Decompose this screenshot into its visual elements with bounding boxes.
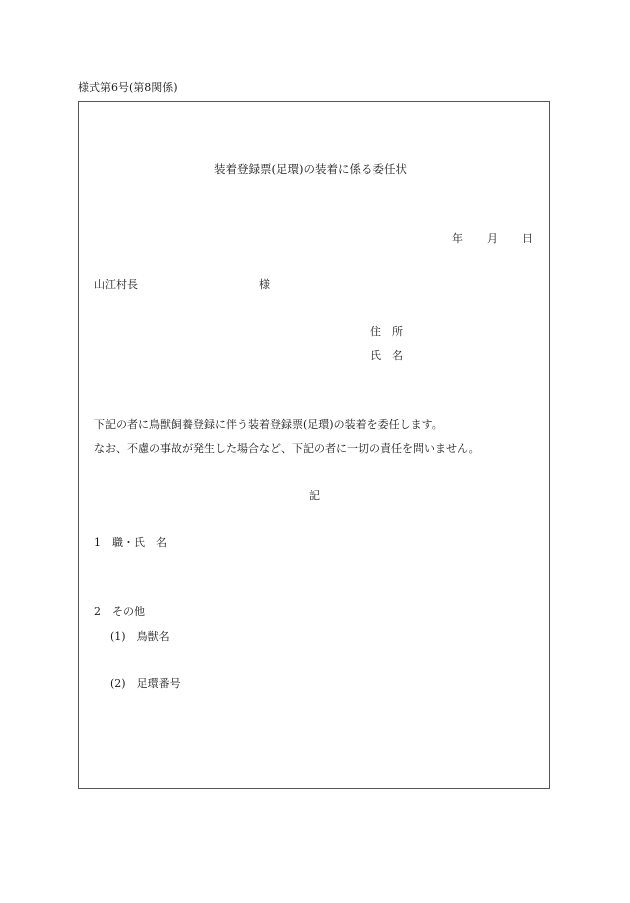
item-2: 2 その他 bbox=[94, 605, 145, 618]
ki-heading: 記 bbox=[309, 489, 320, 502]
date-day: 日 bbox=[522, 232, 533, 245]
body-line-1: 下記の者に鳥獣飼養登録に伴う装着登録票(足環)の装着を委任します。 bbox=[94, 418, 443, 431]
date-month: 月 bbox=[487, 232, 498, 245]
item-1: 1 職・氏 名 bbox=[94, 536, 167, 549]
date-year: 年 bbox=[452, 232, 463, 245]
item-2-sub-2: (2) 足環番号 bbox=[110, 677, 181, 690]
addressee-name: 山江村長 bbox=[94, 278, 138, 291]
addressee-honorific: 様 bbox=[259, 278, 270, 291]
delegator-name-label: 氏 名 bbox=[370, 349, 403, 362]
document-title: 装着登録票(足環)の装着に係る委任状 bbox=[214, 162, 407, 176]
body-line-2: なお、不慮の事故が発生した場合など、下記の者に一切の責任を問いません。 bbox=[94, 442, 480, 455]
form-number: 様式第6号(第8関係) bbox=[78, 81, 178, 94]
item-2-sub-1: (1) 鳥獣名 bbox=[110, 630, 170, 643]
delegator-address-label: 住 所 bbox=[370, 325, 403, 338]
